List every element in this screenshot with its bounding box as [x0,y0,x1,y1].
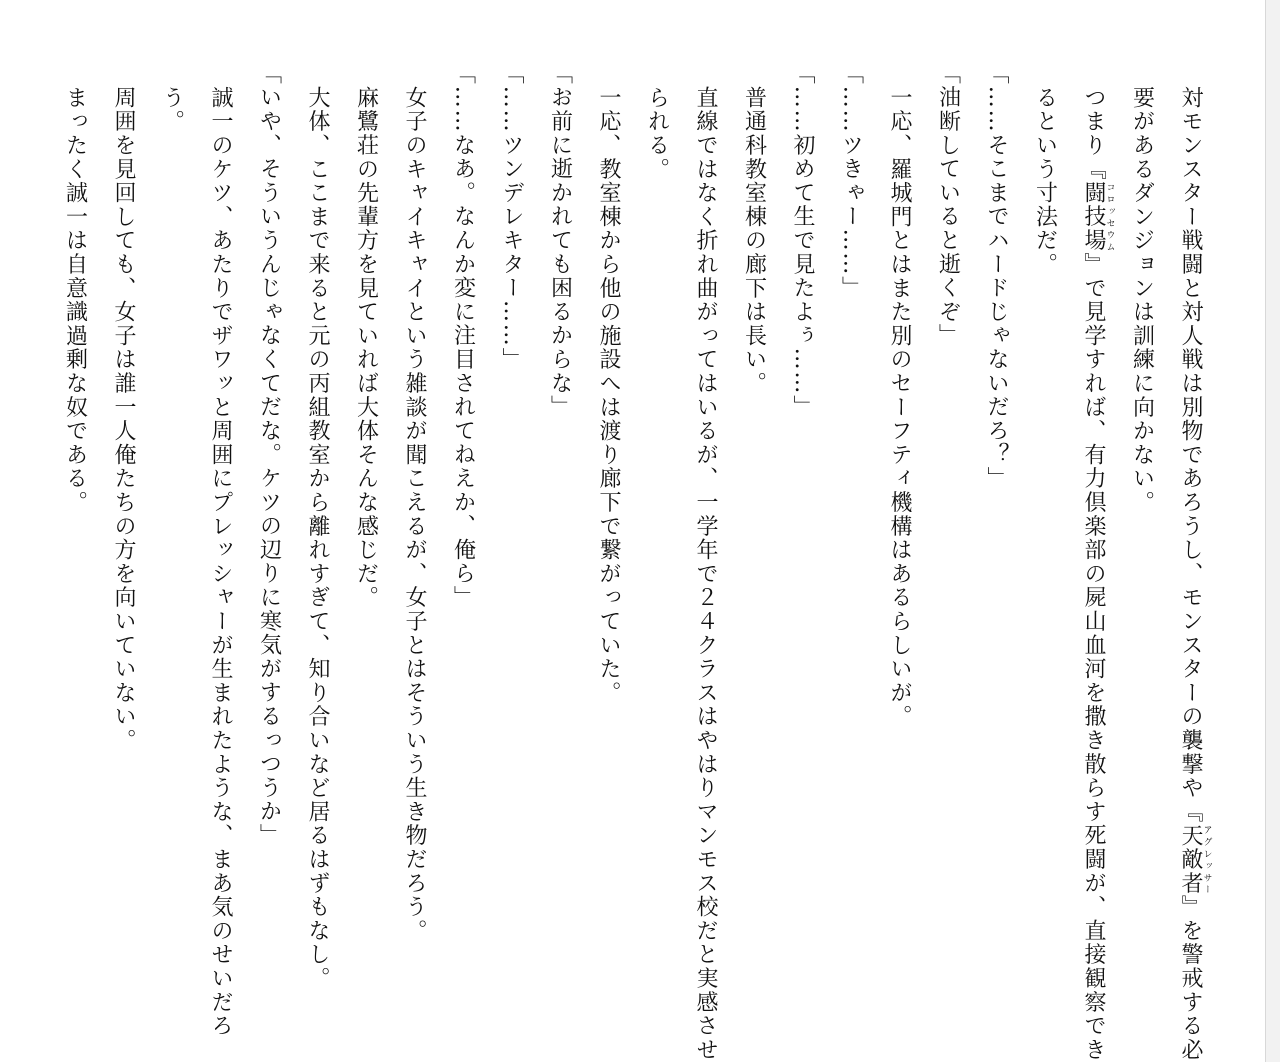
paragraph: 一応、教室棟から他の施設へは渡り廊下で繋がっていた。 [596,86,621,705]
dialogue-line: 「……なあ。なんか変に注目されてねえか、俺ら」 [450,62,476,610]
paragraph-text: 』で見学すれば、有力倶楽部の屍山血河を撒き散らす死闘が、直接観察できるという寸法だ。 [1032,86,1106,1062]
dialogue-line: 「……ツンデレキター……」 [499,62,524,372]
ruby-word [1178,824,1212,896]
dialogue-line: 「お前に逝かれても困るからな」 [547,62,573,419]
dialogue-line: 「……ツきゃー……」 [838,62,864,300]
paragraph: 周囲を見回しても、女子は誰一人俺たちの方を向いていない。 [111,86,136,753]
vertical-text-body [50,62,1214,1062]
paragraph: まったく誠一は自意識過剰な奴である。 [62,86,88,515]
paragraph [1020,62,1117,1062]
paragraph: 普通科教室棟の廊下は長い。 [741,86,767,396]
paragraph-text: つまり『 [1081,86,1106,182]
paragraph: 一応、羅城門とはまた別のセーフティ機構はあるらしいが。 [887,86,912,729]
dialogue-line: 「……初めて生で見たよぅ……」 [790,62,815,419]
dialogue-line: 「油断していると逝くぞ」 [935,62,961,348]
dialogue-line: 「いや、そういうんじゃなくてだな。ケツの辺りに寒気がするっつうか」 [256,62,282,848]
ruby-reading: コロッセウム [1104,181,1115,253]
paragraph-text: 』を警戒する必要があるダンジョンは訓練に向かない。 [1129,86,1203,1062]
ruby-base: 闘技場 [1081,181,1106,253]
paragraph: 誠一のケツ、あたりでザワッと周囲にプレッシャーが生まれたような、まあ気のせいだろう。 [159,86,233,1039]
dialogue-line: 「……そこまでハードじゃないだろ？」 [984,62,1009,491]
paragraph: 麻鷺荘の先輩方を見ていれば大体そんな感じだ。 [353,86,379,610]
paragraph: 直線ではなく折れ曲がってはいるが、一学年で２４クラスはやはりマンモス校だと実感させられる。 [644,86,718,1062]
page-edge-scrollbar[interactable] [1265,0,1280,1062]
paragraph-text: 対モンスター戦闘と対人戦は別物であろうし、モンスターの襲撃や『 [1178,86,1203,824]
paragraph: 大体、ここまで来ると元の丙組教室から離れすぎて、知り合いなど居るはずもなし。 [305,86,330,991]
paragraph: 女子のキャイキャイという雑談が聞こえるが、女子とはそういう生き物だろう。 [402,86,427,943]
ruby-base: 天敵者 [1178,824,1203,896]
ruby-word [1081,181,1115,253]
paragraph [1117,62,1214,1062]
ruby-reading: アグレッサー [1201,824,1212,896]
